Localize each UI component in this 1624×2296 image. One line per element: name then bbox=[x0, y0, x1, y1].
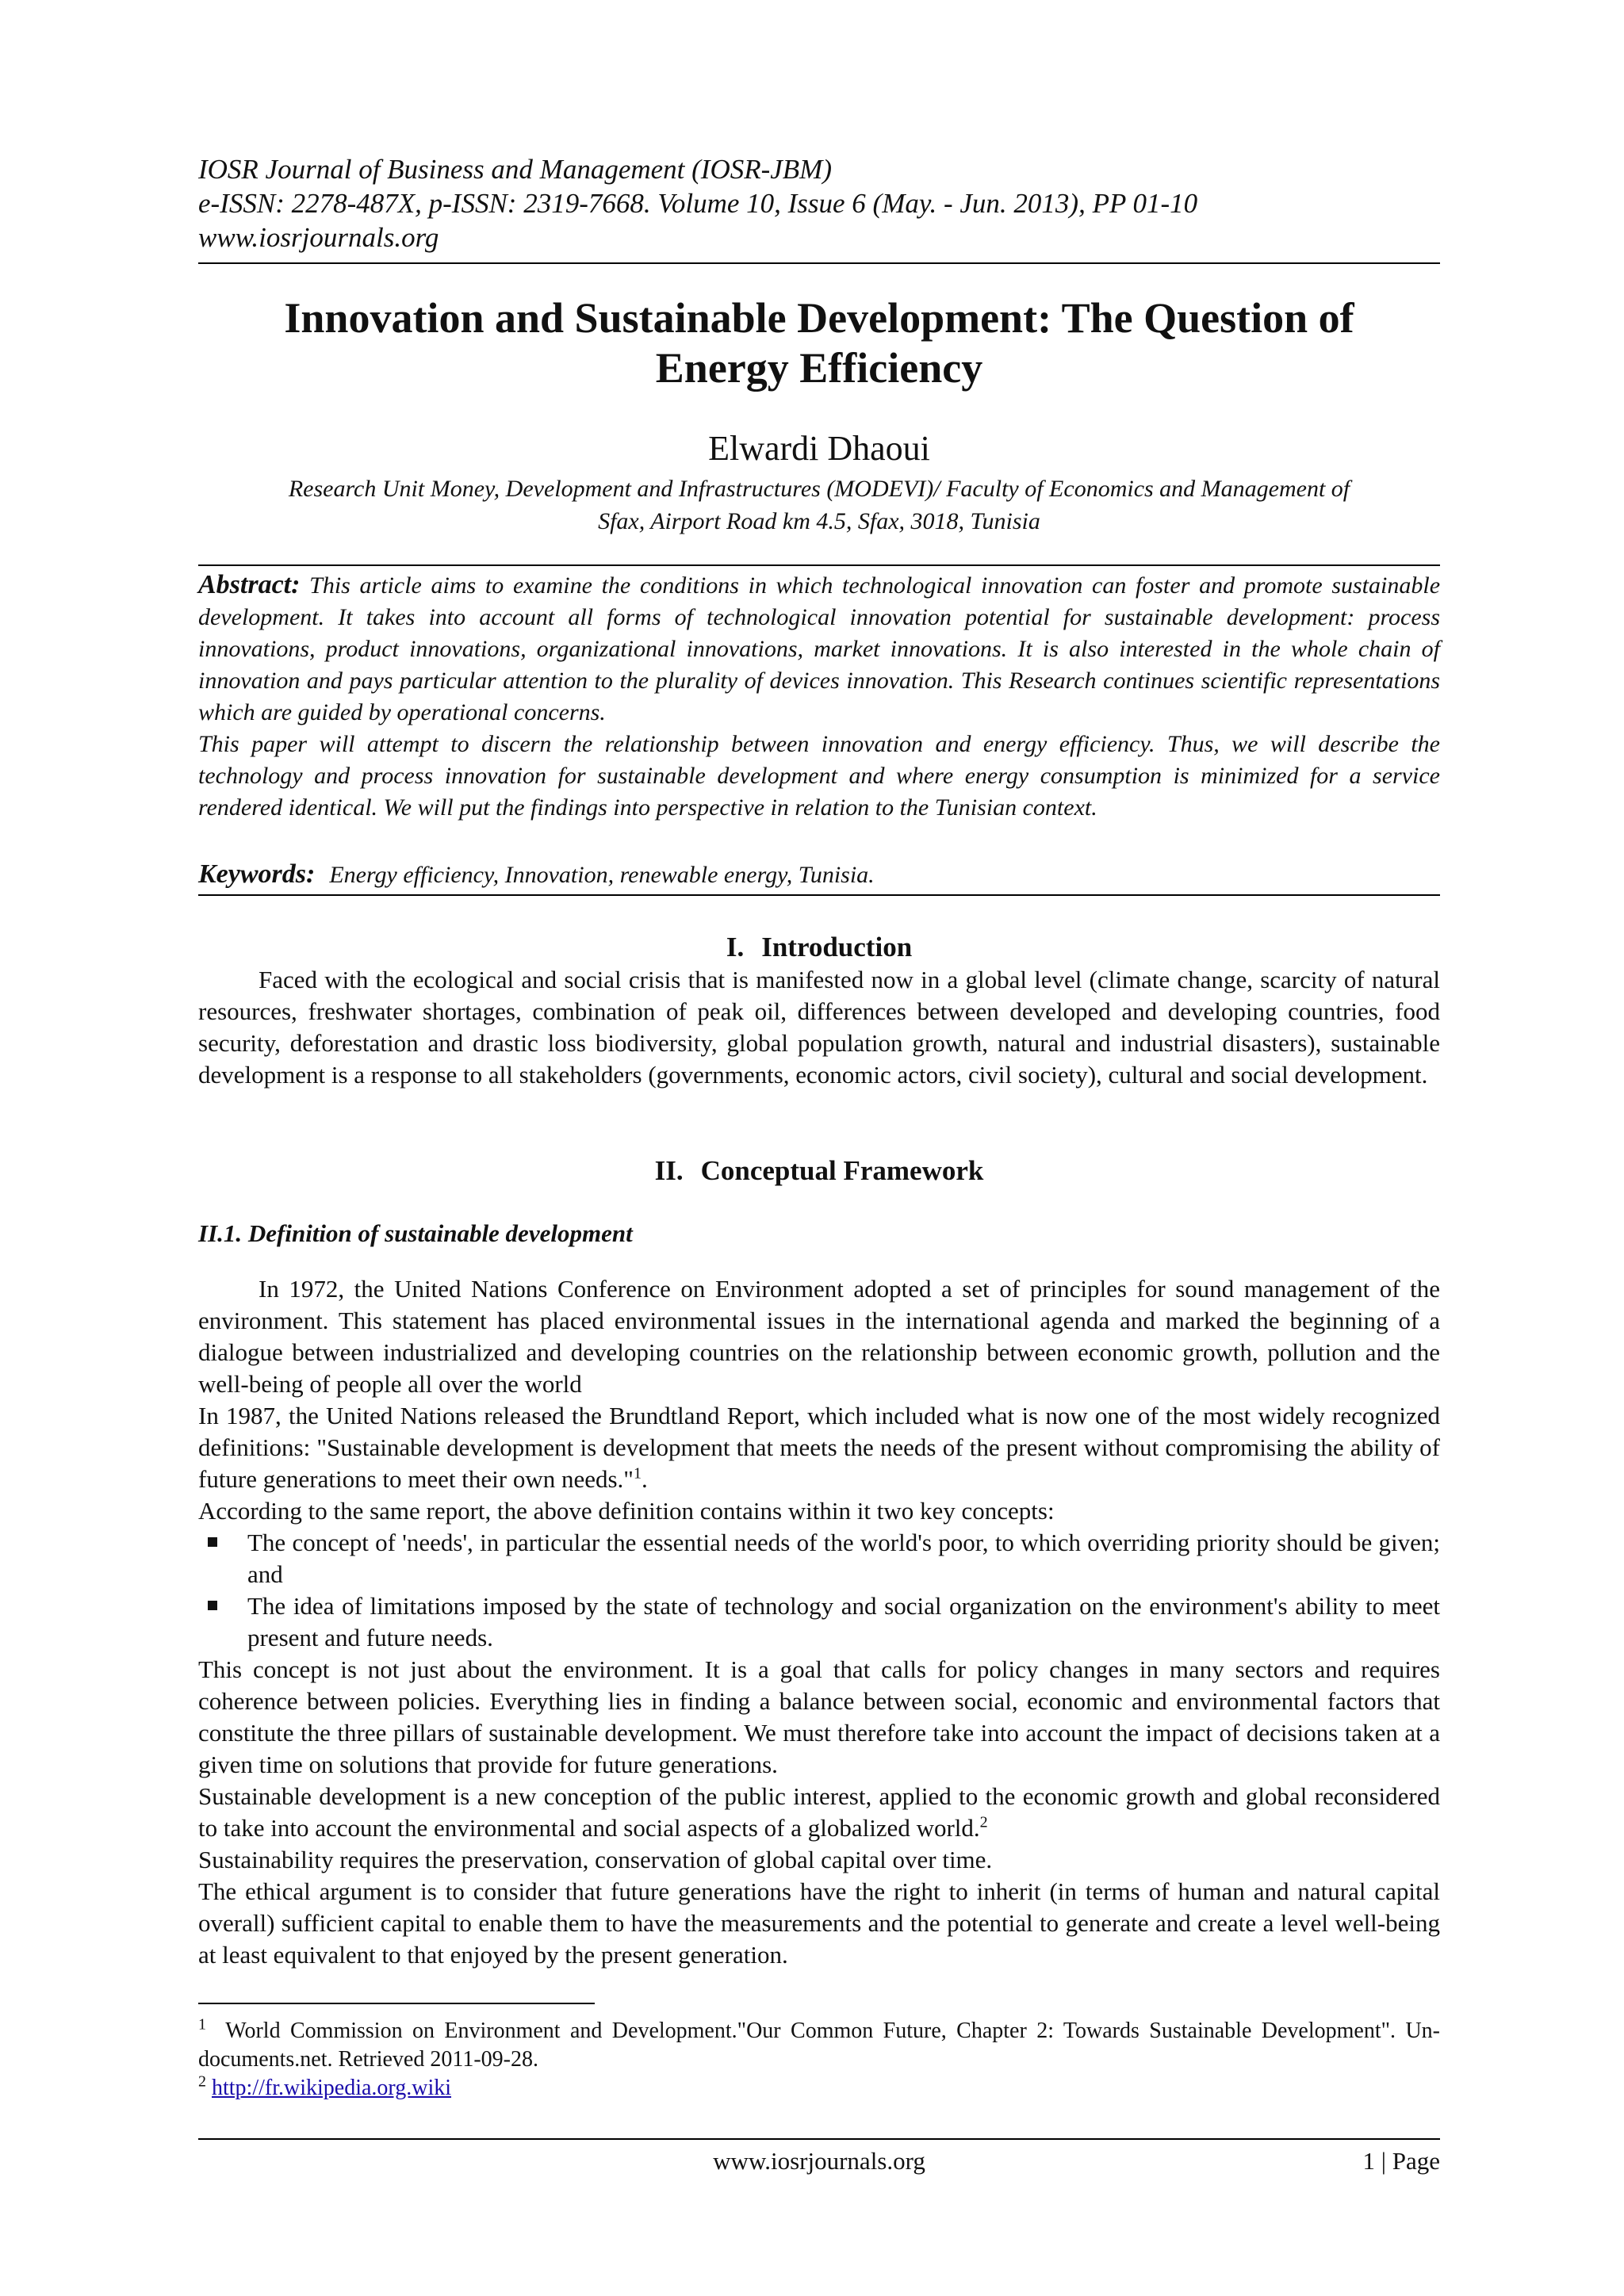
keywords-label: Keywords: bbox=[198, 859, 316, 889]
section-title: Introduction bbox=[761, 932, 913, 962]
paragraph: Sustainable development is a new conception of the public interest, applied to the economic growth and global reconsidered to take into account the environmental and social aspects of a globalized world.$^2$ bbox=[198, 1782, 1440, 1842]
paragraph: This concept is not just about the environment. It is a goal that calls for policy changes in many sectors and requires coherence between policies. Everything lies in finding a balance between social, economic and environmental factors that constitute the three pillars of sustainable development. We must therefore take into account the impact of decisions taken at a given time on solutions that provide for future generations. bbox=[198, 1655, 1440, 1778]
paragraph: Sustainability requires the preservation, conservation of global capital over time. bbox=[198, 1846, 993, 1873]
section-heading-conceptual-framework bbox=[198, 1155, 1440, 1187]
journal-issn: e-ISSN: 2278-487X, p-ISSN: 2319-7668. Volume 10, Issue 6 (May. - Jun. 2013), PP 01-10 bbox=[198, 188, 1198, 219]
footnotes bbox=[198, 2017, 1440, 2103]
title-line-2: Energy Efficiency bbox=[655, 344, 983, 392]
section-number: I. bbox=[726, 932, 745, 962]
abstract-bottom-rule bbox=[198, 894, 1440, 896]
footnote-link[interactable]: http://fr.wikipedia.org.wiki bbox=[212, 2076, 452, 2100]
abstract-label: Abstract: bbox=[198, 570, 301, 599]
list-item: The idea of limitations imposed by the state of technology and social organization on the environment's ability to meet present and future needs. bbox=[198, 1590, 1440, 1654]
abstract-paragraph-1: This article aims to examine the conditions in which technological innovation can foster and promote sustainable development. It takes into account all forms of technological innovation potential for sustainable development: process innovations, product innovations, organizational innovations, market innovations. It is also interested in the whole chain of innovation and pays particular attention to the plurality of devices innovation. This Research continues scientific representations which are guided by operational concerns. bbox=[198, 572, 1441, 725]
paragraph: The ethical argument is to consider that future generations have the right to inherit (in terms of human and natural capital overall) sufficient capital to enable them to have the measurements and the potential to generate and create a level well-being at least equivalent to that enjoyed by the present generation. bbox=[198, 1877, 1440, 1969]
author-affiliation bbox=[198, 473, 1440, 538]
introduction-body bbox=[198, 964, 1440, 1091]
square-bullet-icon bbox=[208, 1537, 217, 1547]
abstract-top-rule bbox=[198, 564, 1440, 566]
footnote-2: $^2$ http://fr.wikipedia.org.wiki bbox=[198, 2072, 452, 2100]
abstract-paragraph-2: This paper will attempt to discern the relationship between innovation and energy efficiency. Thus, we will describe the technology and process innovation for sustainable development and where energy consumption is minimized for a service rendered identical. We will put the findings into perspective in relation to the Tunisian context. bbox=[198, 731, 1440, 821]
journal-header bbox=[198, 152, 1440, 254]
footnote-separator bbox=[198, 2003, 595, 2004]
section-number: II. bbox=[654, 1155, 684, 1186]
affiliation-line-2: Sfax, Airport Road km 4.5, Sfax, 3018, Tunisia bbox=[598, 508, 1040, 534]
list-item: The concept of 'needs', in particular the essential needs of the world's poor, to which overriding priority should be given; and bbox=[198, 1527, 1440, 1590]
footer-rule bbox=[198, 2138, 1440, 2140]
paper-title bbox=[198, 293, 1440, 393]
footnote-1: $^1$ World Commission on Environment and Development."Our Common Future, Chapter 2: Towards Sustainable Development". Un-documents.net. Retrieved 2011-09-28. bbox=[198, 2015, 1440, 2072]
footnote-ref-2[interactable]: 2 bbox=[979, 1813, 988, 1831]
paragraph: According to the same report, the above definition contains within it two key concepts: bbox=[198, 1497, 1055, 1525]
footer-website: www.iosrjournals.org bbox=[713, 2147, 925, 2175]
title-line-1: Innovation and Sustainable Development: The Question of bbox=[284, 294, 1354, 342]
page-number: 1 | Page bbox=[1362, 2147, 1440, 2175]
keywords-text: Energy efficiency, Innovation, renewable energy, Tunisia. bbox=[329, 862, 875, 888]
keywords bbox=[198, 859, 1440, 891]
journal-name: IOSR Journal of Business and Management (IOSR-JBM) bbox=[198, 154, 832, 185]
paragraph: In 1987, the United Nations released the Brundtland Report, which included what is now one of the most widely recognized definitions: "Sustainable development is development that meets the needs of the present without compromising the ability of future generations to meet their own needs."$^1$. bbox=[198, 1402, 1440, 1493]
header-rule bbox=[198, 262, 1440, 264]
subsection-heading: II.1. Definition of sustainable development bbox=[198, 1219, 633, 1247]
footnote-ref-1[interactable]: 1 bbox=[633, 1464, 642, 1483]
abstract bbox=[198, 569, 1440, 824]
paragraph: In 1972, the United Nations Conference on Environment adopted a set of principles for sound management of the environment. This statement has placed environmental issues in the international agenda and marked the beginning of a dialogue between industrialized and developing countries on the relationship between economic growth, pollution and the well-being of people all over the world bbox=[198, 1275, 1440, 1398]
affiliation-line-1: Research Unit Money, Development and Infrastructures (MODEVI)/ Faculty of Economics and Management of bbox=[288, 476, 1350, 502]
conceptual-framework-body bbox=[198, 1273, 1440, 1971]
journal-website: www.iosrjournals.org bbox=[198, 222, 439, 253]
section-title: Conceptual Framework bbox=[700, 1155, 984, 1186]
section-heading-introduction bbox=[198, 932, 1440, 963]
introduction-paragraph: Faced with the ecological and social crisis that is manifested now in a global level (climate change, scarcity of natural resources, freshwater shortages, combination of peak oil, differences between developed and developing countries, food security, deforestation and drastic loss biodiversity, global population growth, natural and industrial disasters), sustainable development is a response to all stakeholders (governments, economic actors, civil society), cultural and social development. bbox=[198, 966, 1440, 1089]
author-name: Elwardi Dhaoui bbox=[708, 429, 930, 468]
square-bullet-icon bbox=[208, 1601, 217, 1610]
bullet-list bbox=[198, 1527, 1440, 1654]
